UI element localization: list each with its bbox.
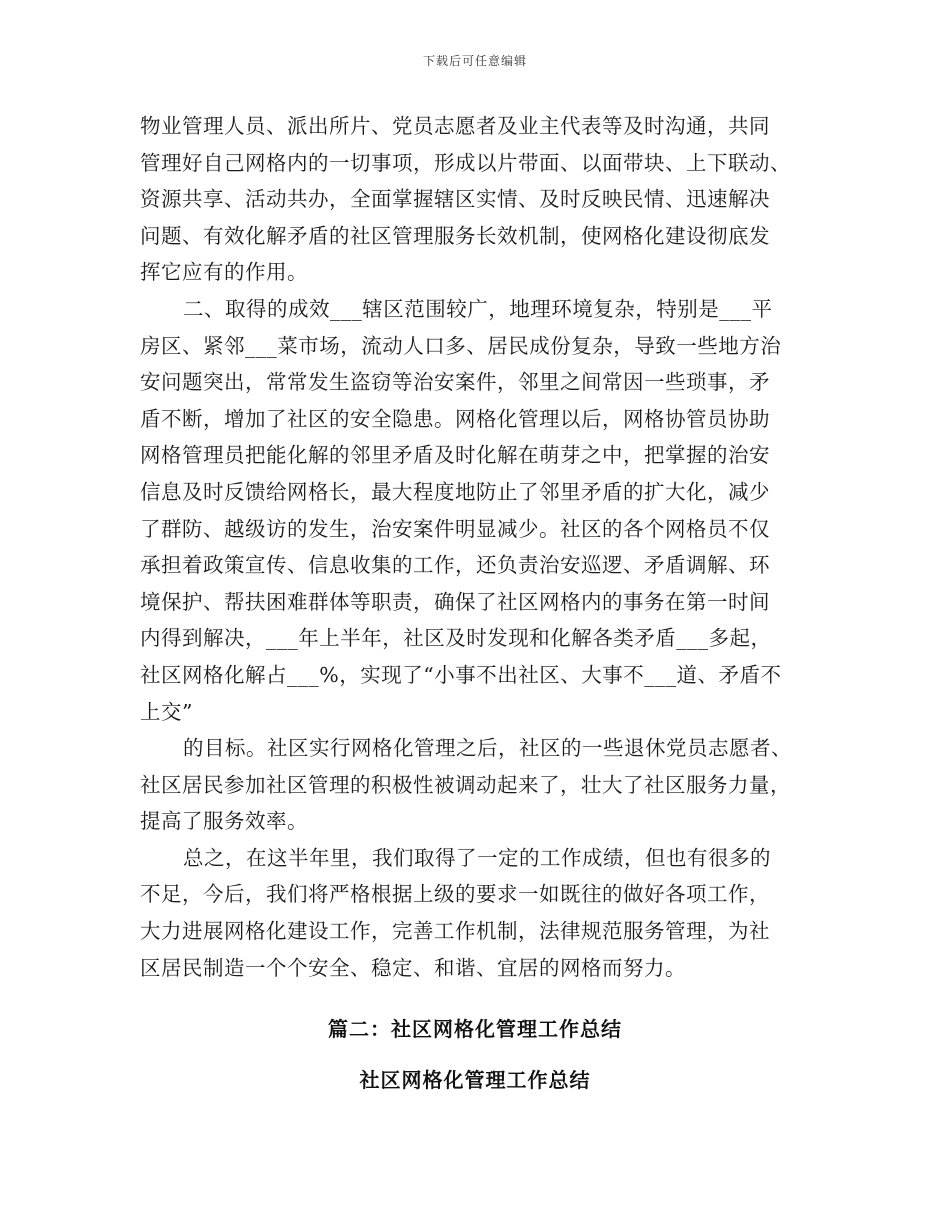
- text-line: 二、取得的成效___辖区范围较广，地理环境复杂，特别是___平: [183, 296, 773, 321]
- body-text: [140, 108, 815, 986]
- text-line: 信息及时反馈给网格长，最大程度地防止了邻里矛盾的扩大化，减少: [140, 479, 770, 504]
- text-line: 不足，今后，我们将严格根据上级的要求一如既往的做好各项工作，: [140, 882, 770, 907]
- text-line: 提高了服务效率。: [140, 809, 308, 834]
- text-line: 房区、紧邻___菜市场，流动人口多、居民成份复杂，导致一些地方治: [140, 333, 782, 358]
- text-line: 区居民制造一个个安全、稳定、和谐、宜居的网格而努力。: [140, 955, 686, 980]
- document-title: 社区网格化管理工作总结: [359, 1068, 591, 1092]
- text-line: 盾不断，增加了社区的安全隐患。网格化管理以后，网格协管员协助: [140, 406, 770, 431]
- text-line: 社区居民参加社区管理的积极性被调动起来了，壮大了社区服务力量，: [140, 772, 791, 797]
- text-line: 内得到解决，___年上半年，社区及时发现和化解各类矛盾___多起，: [140, 626, 772, 651]
- text-line: 社区网格化解占___%，实现了“小事不出社区、大事不___道、矛盾不: [140, 662, 782, 687]
- text-line: 资源共享、活动共办，全面掌握辖区实情、及时反映民情、迅速解决: [140, 187, 770, 212]
- header-note: 下载后可任意编辑: [422, 54, 527, 68]
- text-line: 承担着政策宣传、信息收集的工作，还负责治安巡逻、矛盾调解、环: [140, 553, 770, 578]
- section-heading: 篇二：社区网格化管理工作总结: [328, 1017, 622, 1041]
- text-line: 挥它应有的作用。: [140, 260, 308, 285]
- text-line: 境保护、帮扶困难群体等职责，确保了社区网格内的事务在第一时间: [140, 589, 770, 614]
- text-line: 管理好自己网格内的一切事项，形成以片带面、以面带块、上下联动、: [140, 150, 791, 175]
- text-line: 网格管理员把能化解的邻里矛盾及时化解在萌芽之中，把掌握的治安: [140, 443, 770, 468]
- text-line: 总之，在这半年里，我们取得了一定的工作成绩，但也有很多的: [183, 845, 771, 870]
- text-line: 的目标。社区实行网格化管理之后，社区的一些退休党员志愿者、: [183, 736, 792, 761]
- text-line: 问题、有效化解矛盾的社区管理服务长效机制，使网格化建设彻底发: [140, 223, 770, 248]
- text-line: 物业管理人员、派出所片、党员志愿者及业主代表等及时沟通，共同: [140, 114, 770, 138]
- text-line: 安问题突出，常常发生盗窃等治安案件，邻里之间常因一些琐事，矛: [140, 370, 770, 395]
- text-line: 了群防、越级访的发生，治安案件明显减少。社区的各个网格员不仅: [140, 516, 770, 541]
- text-line: 上交”: [140, 699, 193, 724]
- text-line: 大力进展网格化建设工作，完善工作机制，法律规范服务管理，为社: [140, 919, 770, 944]
